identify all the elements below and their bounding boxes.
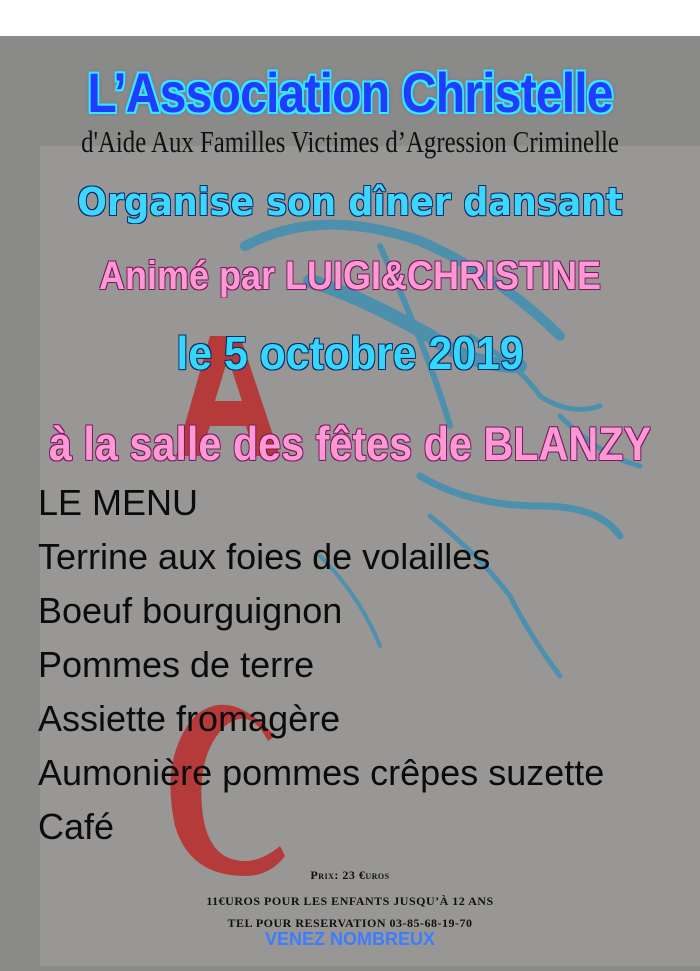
children-price-line: 11€UROS POUR LES ENFANTS JUSQU’À 12 ANS bbox=[206, 894, 494, 908]
menu-item: Assiette fromagère bbox=[38, 698, 341, 739]
menu-heading: LE MENU bbox=[38, 482, 199, 523]
event-headline: Organise son dîner dansant bbox=[77, 180, 623, 224]
event-poster bbox=[0, 36, 700, 971]
event-date: le 5 octobre 2019 bbox=[176, 327, 524, 379]
menu-item: Terrine aux foies de volailles bbox=[38, 536, 491, 577]
association-title: L’Association Christelle bbox=[87, 61, 613, 124]
event-venue: à la salle des fêtes de BLANZY bbox=[48, 417, 652, 470]
menu-item: Boeuf bourguignon bbox=[38, 590, 343, 631]
event-hosts: Animé par LUIGI&CHRISTINE bbox=[98, 254, 602, 298]
menu-item: Café bbox=[38, 806, 115, 847]
menu-item: Pommes de terre bbox=[38, 644, 315, 685]
reservation-phone: TEL POUR RESERVATION 03-85-68-19-70 bbox=[227, 916, 473, 930]
call-to-action: VENEZ NOMBREUX bbox=[264, 929, 435, 949]
association-subtitle: d'Aide Aux Familles Victimes d’Agression Criminelle bbox=[81, 124, 619, 159]
price-line: Prix: 23 €uros bbox=[310, 868, 390, 882]
menu-item: Aumonière pommes crêpes suzette bbox=[38, 752, 605, 793]
